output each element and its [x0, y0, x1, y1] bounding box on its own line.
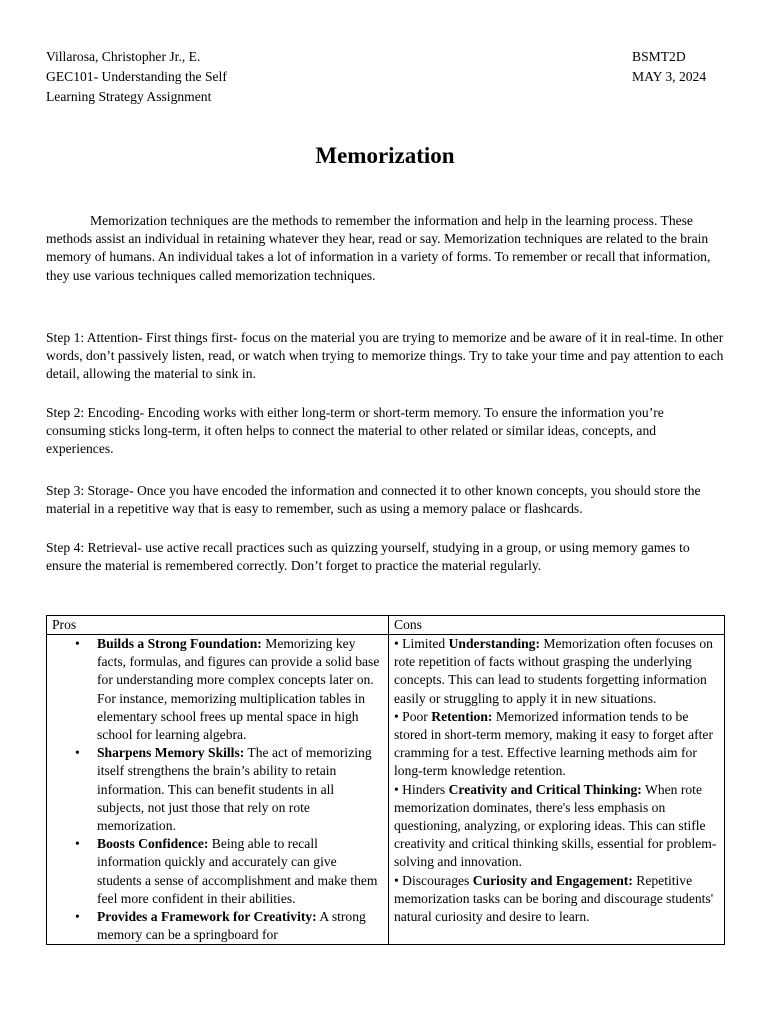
pros-cons-table: [46, 615, 725, 945]
pro-text: A strong memory can be a springboard for: [97, 909, 366, 943]
bullet-icon: •: [75, 745, 80, 761]
list-item: [75, 744, 383, 835]
section-code: BSMT2D: [632, 49, 686, 64]
assignment-name: Learning Strategy Assignment: [46, 89, 212, 104]
pros-header: Pros: [47, 616, 389, 635]
list-item: [394, 635, 719, 708]
con-text: When rote memorization dominates, there's less emphasis on questioning, analyzing, or exploring ideas. This can stifle creativity and critical thinking skills, essential for problem-solving and innovation.: [394, 781, 717, 870]
list-item: [75, 835, 383, 908]
cons-cell: [389, 635, 725, 945]
pro-title: Builds a Strong Foundation:: [97, 636, 262, 651]
con-text: Repetitive memorization tasks can be boring and discourage students' natural curiosity and desire to learn.: [394, 872, 714, 925]
pro-text: Being able to recall information quickly and accurately can give students a sense of accomplishment and make them feel more confident in their abilities.: [97, 836, 378, 906]
bullet-icon: •: [75, 909, 80, 925]
bullet-icon: •: [75, 636, 80, 651]
bullet-icon: •: [75, 836, 80, 852]
con-title: Curiosity and Engagement:: [472, 872, 633, 888]
con-prefix: • Limited: [394, 636, 449, 651]
step-storage: Step 3: Storage- Once you have encoded the information and connected it to other known concepts, you should store the material in a repetitive way that is easy to remember, such as using a memory palace or flashcards.: [46, 483, 701, 517]
pro-text: Memorizing key facts, formulas, and figures can provide a solid base for understanding more complex concepts later on. For instance, memorizing multiplication tables in elementary school frees up mental space in high school for learning algebra.: [97, 636, 380, 743]
con-title: Creativity and Critical Thinking:: [448, 781, 642, 797]
con-prefix: • Discourages: [394, 872, 473, 888]
pro-text: The act of memorizing itself strengthens the brain’s ability to retain information. This can benefit students in all subjects, not just those that rely on rote memorization.: [97, 745, 372, 834]
list-item: [394, 872, 719, 927]
pros-cell: [47, 635, 389, 945]
pro-title: Provides a Framework for Creativity:: [97, 909, 317, 925]
con-prefix: • Hinders: [394, 781, 449, 797]
table-header-row: [47, 616, 725, 635]
pros-list: [52, 635, 383, 944]
header-section-date: [632, 47, 706, 87]
con-text: Memorization often focuses on rote repetition of facts without grasping the underlying concepts. This can lead to students forgetting information easily or struggling to apply it in new situations.: [394, 636, 713, 706]
list-item: [75, 908, 383, 944]
pro-title: Boosts Confidence:: [97, 836, 209, 852]
con-title: Retention:: [431, 708, 493, 724]
list-item: [75, 635, 383, 744]
con-prefix: • Poor: [394, 708, 432, 724]
step-retrieval: Step 4: Retrieval- use active recall practices such as quizzing yourself, studying in a group, or using memory games to ensure the material is remembered correctly. Don’t forget to practice the material regularly.: [46, 540, 690, 574]
student-name: Villarosa, Christopher Jr., E.: [46, 49, 201, 64]
list-item: [394, 781, 719, 872]
step-encoding: Step 2: Encoding- Encoding works with either long-term or short-term memory. To ensure the information you’re consuming sticks long-term, it often helps to connect the material to other related or similar ideas, concepts, and experiences.: [46, 405, 664, 457]
intro-paragraph: Memorization techniques are the methods to remember the information and help in the learning process. These methods assist an individual in retaining whatever they hear, read or say. Memorization techniques are related to the brain memory of humans. An individual takes a lot of information in a variety of forms. To remember or recall that information, they use various techniques called memorization techniques.: [46, 213, 711, 283]
list-item: [394, 708, 719, 781]
con-text: Memorized information tends to be stored in short-term memory, making it easy to forget after cramming for a test. Effective learning methods aim for long-term knowledge retention.: [394, 708, 713, 779]
course-name: GEC101- Understanding the Self: [46, 69, 227, 84]
submission-date: MAY 3, 2024: [632, 69, 707, 84]
step-attention: Step 1: Attention- First things first- focus on the material you are trying to memorize and be aware of it in real-time. In other words, don’t passively listen, read, or watch when trying to memorize things. Try to take your time and pay attention to each detail, allowing the material to sink in.: [46, 330, 724, 382]
cons-header: Cons: [389, 616, 725, 635]
con-title: Understanding:: [448, 636, 541, 651]
pro-title: Sharpens Memory Skills:: [97, 745, 245, 761]
header-student-info: [46, 47, 227, 107]
page-title: Memorization: [315, 143, 455, 168]
table-body-row: [47, 635, 725, 945]
